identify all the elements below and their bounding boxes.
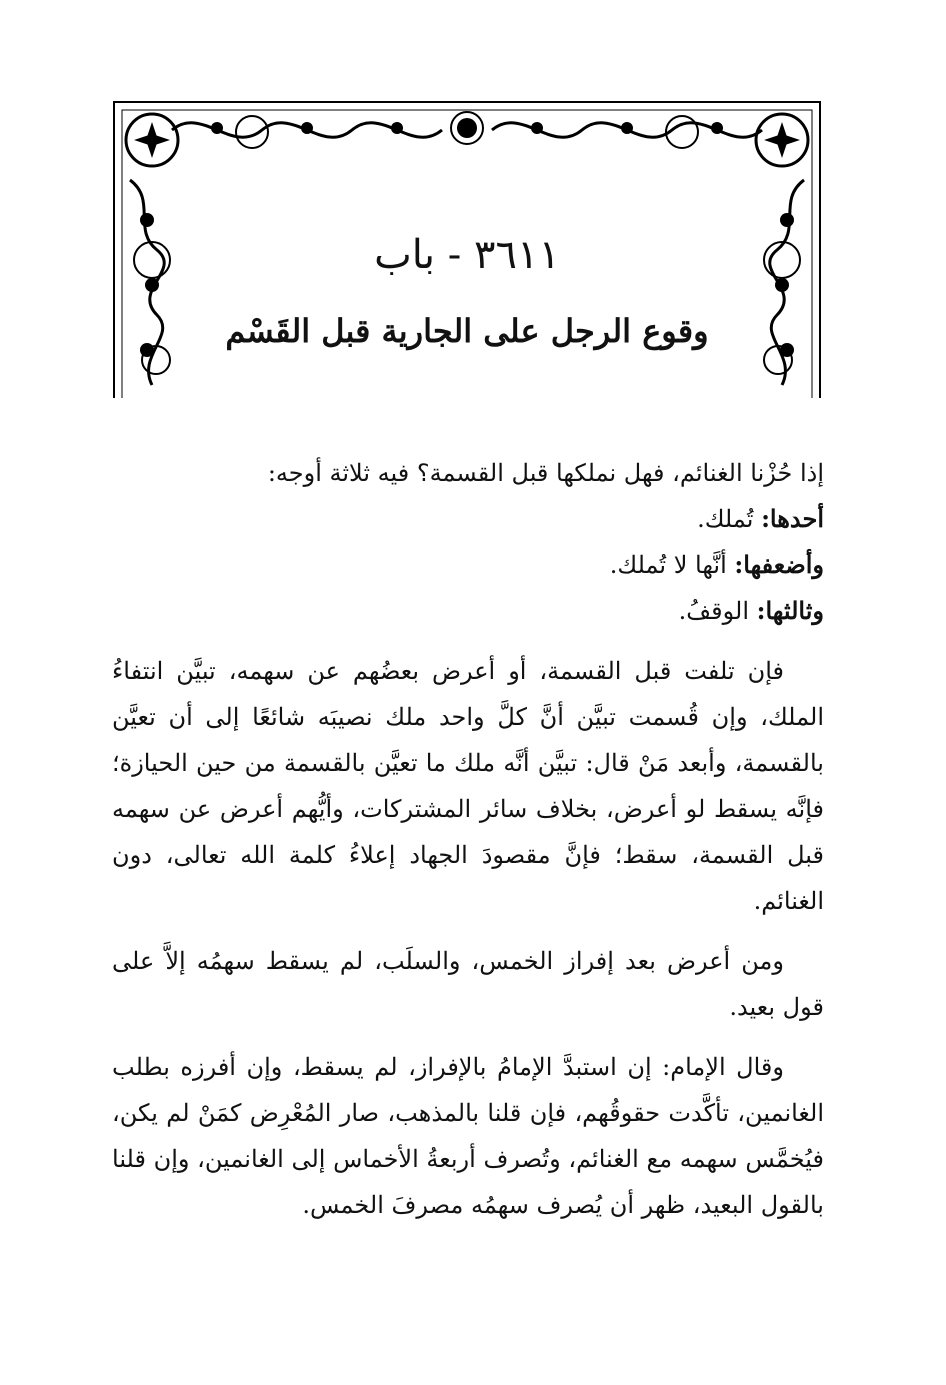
third-view-text: الوقفُ.: [678, 597, 749, 625]
paragraph-first-view: [112, 496, 824, 542]
paragraph-body: وقال الإمام: إن استبدَّ الإمامُ بالإفراز، لم يسقط، وإن أفرزه بطلب الغانمين، تأكَّدت حقوقُهم، فإن قلنا بالمذهب، صار المُعْرِض كمَنْ لم يكن، فيُخمَّس سهمه مع الغنائم، وتُصرف أربعةُ الأخماس إلى الغانمين، وإن قلنا بالقول البعيد، ظهر أن يُصرف سهمُه مصرفَ الخمس.: [112, 1053, 824, 1219]
main-text: [112, 450, 824, 1242]
first-view-text: تُملك.: [697, 505, 754, 533]
paragraph-third-view: [112, 588, 824, 634]
paragraph-weakest-view: [112, 542, 824, 588]
first-view-label: أحدها:: [761, 504, 824, 533]
weakest-view-label: وأضعفها:: [734, 550, 824, 579]
paragraph-intro: إذا حُزْنا الغنائم، فهل نملكها قبل القسمة؟ فيه ثلاثة أوجه:: [267, 459, 824, 487]
third-view-label: وثالثها:: [756, 596, 824, 625]
chapter-title: وقوع الرجل على الجارية قبل القَسْم: [225, 312, 709, 350]
paragraph-body: ومن أعرض بعد إفراز الخمس، والسلَب، لم يسقط سهمُه إلاَّ على قول بعيد.: [112, 947, 824, 1021]
weakest-view-text: أنَّها لا تُملك.: [609, 551, 727, 579]
paragraph-body: فإن تلفت قبل القسمة، أو أعرض بعضُهم عن سهمه، تبيَّن انتفاءُ الملك، وإن قُسمت تبيَّن أنَّ كلَّ واحد ملك نصيبَه شائعًا إلى أن تعيَّن بالقسمة، وأبعد مَنْ قال: تبيَّن أنَّه ملك ما تعيَّن بالقسمة من حين الحيازة؛ فإنَّه يسقط لو أعرض، بخلاف سائر المشتركات، وأيُّهم أعرض عن سهمه قبل القسمة، سقط؛ فإنَّ مقصودَ الجهاد إعلاءُ كلمة الله تعالى، دون الغنائم.: [112, 657, 824, 915]
chapter-number: ٣٦١١ - باب: [374, 232, 560, 278]
